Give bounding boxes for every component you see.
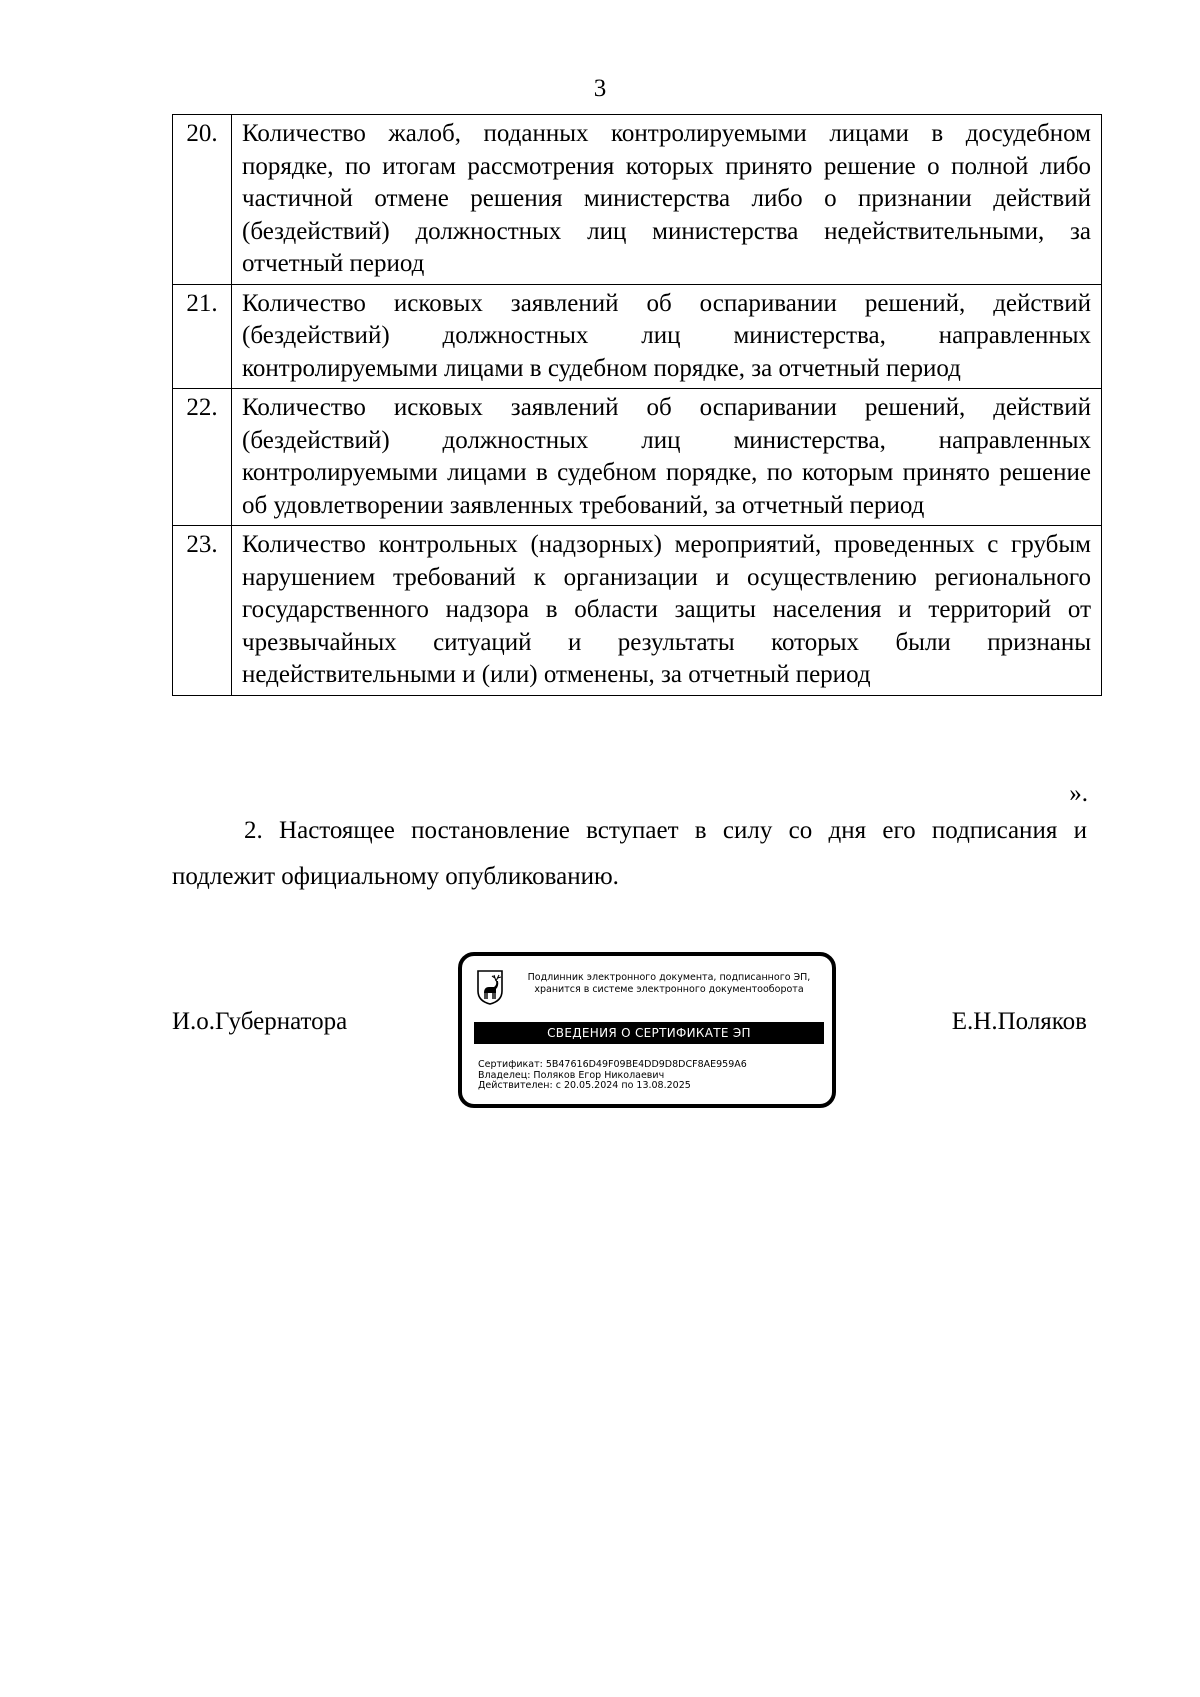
- signatory-name: Е.Н.Поляков: [951, 1008, 1087, 1035]
- signatory-title: И.о.Губернатора: [172, 1008, 348, 1035]
- table-row: [173, 284, 1102, 389]
- paragraph-2: 2. Настоящее постановление вступает в силу со дня его подписания и подлежит официальному опубликованию.: [172, 817, 1087, 890]
- indicators-table: [172, 114, 1102, 696]
- row-text: Количество контрольных (надзорных) мероприятий, проведенных с грубым нарушением требований к организации и осуществлению регионального государственного надзора в области защиты населения и территорий от чрезвычайных ситуаций и результаты которых были признаны недействительными и (или) отменены, за отчетный период: [232, 526, 1102, 696]
- stamp-original-line: хранится в системе электронного документооборота: [534, 984, 804, 995]
- page-number: 3: [593, 75, 607, 102]
- stamp-owner: Владелец: Поляков Егор Николаевич: [478, 1069, 665, 1081]
- closing-quote: ».: [1069, 780, 1088, 807]
- stamp-original-line: Подлинник электронного документа, подписанного ЭП,: [527, 972, 811, 983]
- row-number: 23.: [173, 526, 232, 696]
- row-text: Количество исковых заявлений об оспаривании решений, действий (бездействий) должностных лиц министерства, направленных контролируемыми лицами в судебном порядке, по которым принято решение об удовлетворении заявленных требований, за отчетный период: [232, 389, 1102, 526]
- electronic-signature-stamp: [458, 952, 836, 1108]
- row-number: 22.: [173, 389, 232, 526]
- table-row: [173, 526, 1102, 696]
- row-number: 20.: [173, 115, 232, 285]
- stamp-original-note: [510, 972, 828, 996]
- table-row: [173, 115, 1102, 285]
- stamp-certificate: Сертификат: 5B47616D49F09BE4DD9D8DCF8AE959A6: [478, 1059, 747, 1070]
- stamp-validity: Действителен: с 20.05.2024 по 13.08.2025: [478, 1080, 691, 1091]
- row-text: Количество исковых заявлений об оспаривании решений, действий (бездействий) должностных лиц министерства, направленных контролируемыми лицами в судебном порядке, за отчетный период: [232, 284, 1102, 389]
- coat-of-arms-deer-icon: [476, 969, 504, 1005]
- table-row: [173, 389, 1102, 526]
- stamp-certificate-details: [478, 1060, 747, 1092]
- stamp-header: СВЕДЕНИЯ О СЕРТИФИКАТЕ ЭП: [474, 1022, 824, 1044]
- row-number: 21.: [173, 284, 232, 389]
- row-text: Количество жалоб, поданных контролируемыми лицами в досудебном порядке, по итогам рассмотрения которых принято решение о полной либо частичной отмене решения министерства либо о признании действий (бездействий) должностных лиц министерства недействительными, за отчетный период: [232, 115, 1102, 285]
